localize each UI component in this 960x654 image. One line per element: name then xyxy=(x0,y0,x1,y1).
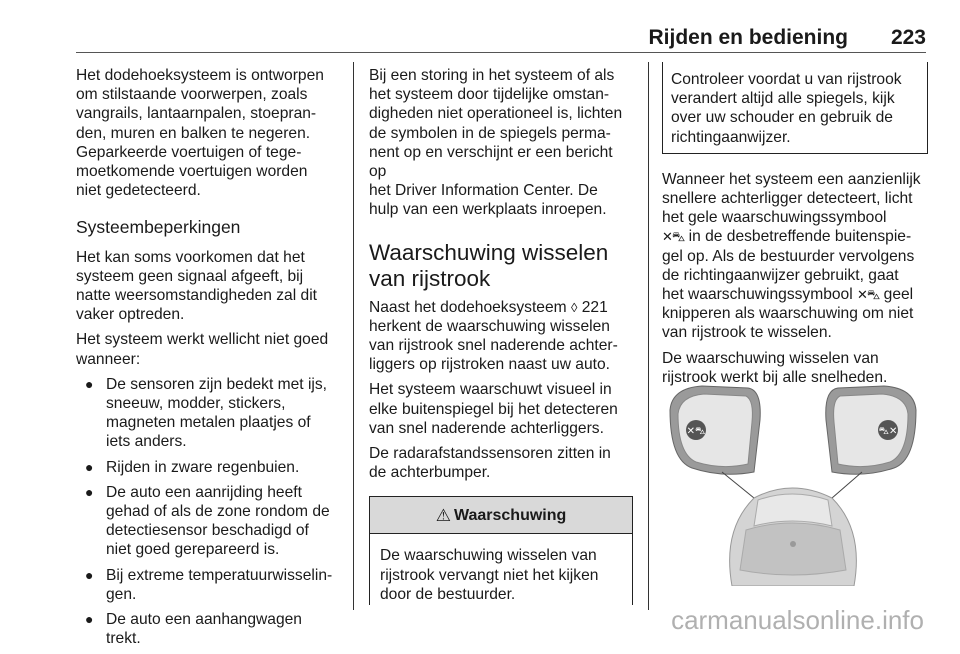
list-item: ● De auto een aanrijding heeft gehad of als de zone rondom de detectiesensor beschadigd of niet goed gerepareerd is. xyxy=(85,483,330,559)
list-item: ● Rijden in zware regenbuien. xyxy=(85,458,300,476)
list-item: ● De sensoren zijn bedekt met ijs, sneeuw, modder, stickers, magneten metalen plaatjes of iets anders. xyxy=(85,375,328,451)
column-2 xyxy=(369,66,633,605)
warning-box xyxy=(369,496,633,605)
warning-title: Waarschuwing xyxy=(453,506,567,524)
section-title: Rijden en bediening xyxy=(648,26,848,49)
page-ref-icon: ◊ xyxy=(570,299,578,315)
lane-change-heading: Waarschuwing wisselen van rijstrook xyxy=(369,239,609,291)
works-paragraph: Het systeem werkt wellicht niet goed wanneer: xyxy=(76,331,329,368)
speeds-paragraph: De waarschuwing wisselen van rijstrook werkt bij alle snelheden. xyxy=(662,349,888,386)
warning-icon: ⚠ xyxy=(435,505,451,525)
intro-paragraph: Het dodehoeksysteem is ontworpen om stilstaande voorwerpen, zoals vangrails, lantaarnpalen, stoepran- den, muren en balken te negeren. Geparkeerde voertuigen of tege- moetkomende voertuigen worden niet gedetecteerd. xyxy=(76,67,324,200)
lane-intro-paragraph: Naast het dodehoeksysteem ◊ 221 herkent de waarschuwing wisselen van rijstrook snel naderende achter- liggers op rijstroken naast uw auto. xyxy=(369,298,618,374)
watermark: carmanualsonline.info xyxy=(671,605,924,635)
column-1 xyxy=(76,66,342,654)
car-rear-image xyxy=(730,488,857,586)
lane-change-warning-icon: ✕⛍ xyxy=(857,287,880,303)
svg-text:✕⛍: ✕⛍ xyxy=(686,426,706,437)
page-header xyxy=(76,26,926,50)
column-divider-2 xyxy=(648,62,649,610)
right-mirror-image xyxy=(826,386,916,474)
list-item: ● De auto een aanhangwagen trekt. xyxy=(85,611,302,648)
column-3 xyxy=(662,66,928,393)
mirror-illustration xyxy=(662,380,924,586)
warning-body: De waarschuwing wisselen van rijstrook vervangt niet het kijken door de bestuurder. xyxy=(380,547,599,603)
warning-header xyxy=(370,497,632,534)
svg-text:⛍✕: ⛍✕ xyxy=(878,426,898,437)
page-number: 223 xyxy=(890,26,926,49)
radar-paragraph: De radarafstandssensoren zitten in de achterbumper. xyxy=(369,445,611,482)
column-divider-1 xyxy=(353,62,354,610)
page-ref[interactable]: 221 xyxy=(577,298,608,316)
lane-change-warning-icon: ✕⛍ xyxy=(662,229,685,245)
visual-paragraph: Het systeem waarschuwt visueel in elke buitenspiegel bij het detecteren van snel naderende achterliggers. xyxy=(369,381,618,437)
note-box: Controleer voordat u van rijstrook verandert altijd alle spiegels, kijk over uw schouder en gebruik de richtingaanwijzer. xyxy=(662,62,928,154)
list-item: ● Bij extreme temperatuurwisselin- gen. xyxy=(85,566,333,603)
limits-heading: Systeembeperkingen xyxy=(76,217,241,238)
fault-paragraph: Bij een storing in het systeem of als het systeem door tijdelijke omstan- digheden niet operationeel is, lichten de symbolen in de spiegels perma- nent op en verschijnt er een bericht op het Driver Information Center. De hulp van een werkplaats inroepen. xyxy=(369,67,623,219)
header-rule xyxy=(76,52,926,53)
limits-list xyxy=(76,375,342,649)
limits-paragraph: Het kan soms voorkomen dat het systeem geen signaal afgeeft, bij natte weersomstandigheden zal dit vaker optreden. xyxy=(76,248,317,324)
detect-paragraph: Wanneer het systeem een aanzienlijk snellere achterligger detecteert, licht het gele waarschuwingssymbool ✕⛍ in de desbetreffende buitenspie- gel op. Als de bestuurder vervolgens de richtingaanwijzer gebruikt, gaat het waarschuwingssymbool ✕⛍ geel knipperen als waarschuwing om niet van rijstrook te wisselen. xyxy=(662,170,921,342)
left-mirror-image xyxy=(670,386,760,474)
